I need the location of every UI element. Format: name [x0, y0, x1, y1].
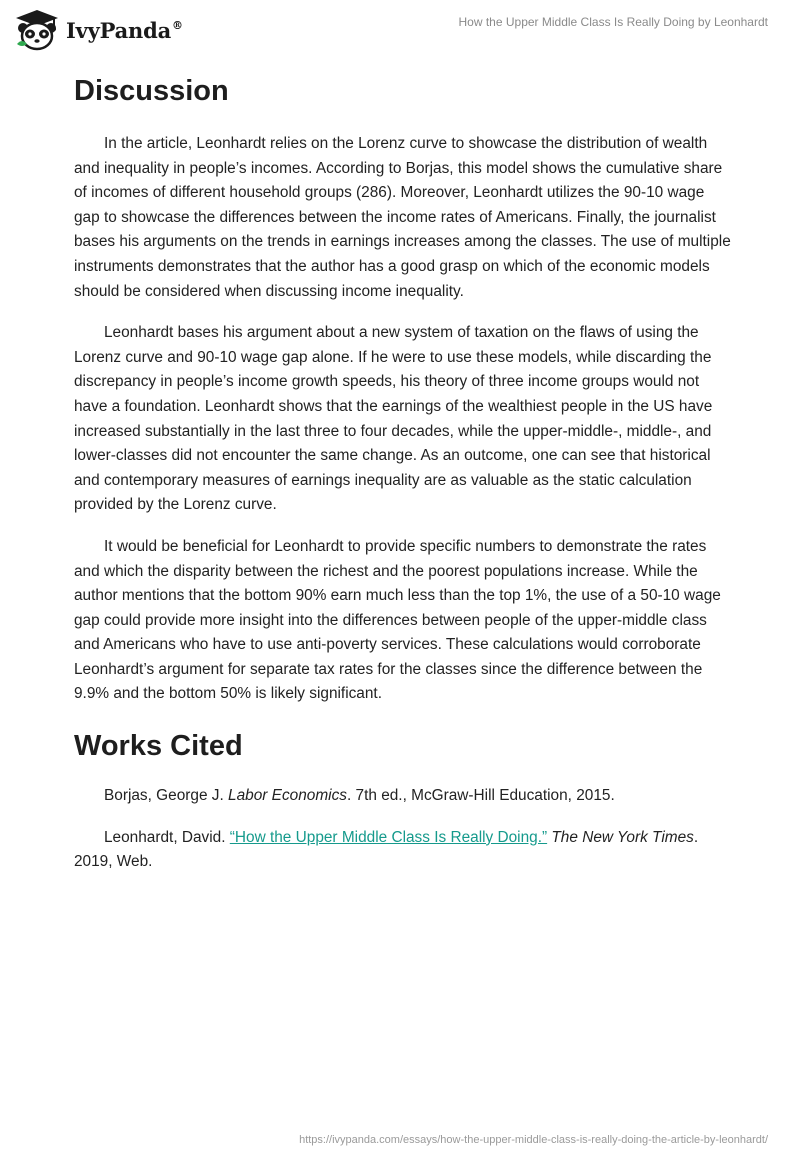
citation-leonhardt: Leonhardt, David. “How the Upper Middle Class Is Really Doing.” The New York Times. 2019, Web. — [74, 828, 699, 871]
brand-name: IvyPanda® — [66, 17, 183, 43]
discussion-paragraph-2: Leonhardt bases his argument about a new system of taxation on the flaws of using the Lorenz curve and 90-10 wage gap alone. If he were to use these models, while discarding the discrepancy in people’s income growth speeds, his theory of three income groups would not have a foundation. Leonhardt shows that the earnings of the wealthiest people in the US have increased substantially in the last three to four decades, while the upper-middle-, middle-, and lower-classes did not encounter the same change. As an outcome, one can see that historical and contemporary measures of earnings inequality are as valuable as the static calculation provided by the Lorenz curve. — [74, 324, 713, 514]
article-link[interactable]: “How the Upper Middle Class Is Really Doing.” — [229, 828, 548, 846]
discussion-heading: Discussion — [74, 75, 229, 107]
footer-url[interactable]: https://ivypanda.com/essays/how-the-upper-middle-class-is-really-doing-the-article-by-leonhardt/ — [299, 1134, 768, 1146]
document-title: How the Upper Middle Class Is Really Doing by Leonhardt — [458, 15, 768, 29]
panda-graduate-icon — [14, 8, 60, 52]
essay-body — [74, 70, 734, 892]
citation-borjas: Borjas, George J. Labor Economics. 7th ed., McGraw-Hill Education, 2015. — [104, 787, 615, 805]
works-cited-heading: Works Cited — [74, 730, 243, 763]
discussion-paragraph-3: It would be beneficial for Leonhardt to provide specific numbers to demonstrate the rates and which the disparity between the richest and the poorest populations increase. While the author mentions that the bottom 90% earn much less than the top 1%, the use of a 50-10 wage gap could provide more insight into the differences between people of the upper-middle class and Americans who have to use anti-poverty services. These calculations would corroborate Leonhardt’s argument for separate tax rates for the classes since the difference between the 9.9% and the bottom 50% is likely significant. — [74, 537, 721, 703]
ivypanda-logo[interactable] — [14, 8, 183, 52]
page-header — [0, 0, 800, 64]
discussion-paragraph-1: In the article, Leonhardt relies on the Lorenz curve to showcase the distribution of wealth and inequality in people’s incomes. According to Borjas, this model shows the cumulative share of incomes of different household groups (286). Moreover, Leonhardt utilizes the 90-10 wage gap to showcase the differences between the income rates of Americans. Finally, the journalist bases his arguments on the trends in earnings increases among the classes. The use of multiple instruments demonstrates that the author has a good grasp on which of the economic models should be considered when discussing income inequality. — [74, 135, 731, 300]
